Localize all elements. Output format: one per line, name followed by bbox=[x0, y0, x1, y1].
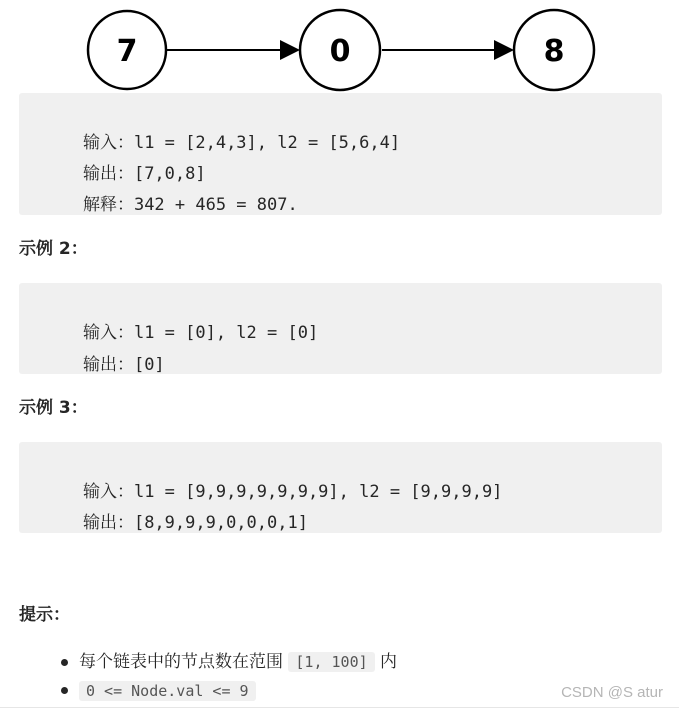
example3-heading: 示例 3： bbox=[19, 398, 88, 418]
output-value: [8,9,9,9,0,0,0,1] bbox=[133, 513, 308, 533]
example1-explain-line bbox=[42, 175, 298, 235]
node-value: 8 bbox=[543, 34, 565, 69]
input-label: 输入： bbox=[82, 482, 134, 502]
input-label: 输入： bbox=[82, 323, 134, 343]
output-label: 输出： bbox=[82, 513, 134, 533]
input-value: l1 = [9,9,9,9,9,9,9], l2 = [9,9,9,9] bbox=[133, 482, 503, 502]
example3-code-block bbox=[19, 442, 662, 533]
output-value: [7,0,8] bbox=[133, 164, 206, 184]
hint-item-2-code: 0 <= Node.val <= 9 bbox=[79, 681, 256, 701]
example2-heading: 示例 2： bbox=[19, 239, 88, 259]
hint-item-1-prefix: 每个链表中的节点数在范围 bbox=[79, 652, 289, 672]
list-node-8 bbox=[514, 10, 594, 90]
divider bbox=[0, 707, 679, 708]
hint-item-1 bbox=[79, 652, 397, 672]
list-node-7 bbox=[88, 11, 166, 89]
linked-list-diagram bbox=[0, 0, 679, 94]
example3-output-line bbox=[42, 493, 308, 553]
hints-heading: 提示： bbox=[19, 605, 70, 625]
node-value: 0 bbox=[329, 34, 351, 69]
watermark: CSDN @S atur bbox=[561, 684, 663, 701]
explain-value: 342 + 465 = 807. bbox=[133, 195, 298, 215]
input-label: 输入： bbox=[82, 133, 134, 153]
hint-item-1-code: [1, 100] bbox=[288, 652, 374, 672]
input-value: l1 = [0], l2 = [0] bbox=[133, 323, 319, 343]
hint-item-1-suffix: 内 bbox=[374, 652, 398, 672]
bullet-icon bbox=[61, 687, 68, 694]
output-label: 输出： bbox=[82, 355, 134, 375]
hint-item-2 bbox=[79, 681, 256, 701]
output-label: 输出： bbox=[82, 164, 134, 184]
input-value: l1 = [2,4,3], l2 = [5,6,4] bbox=[133, 133, 401, 153]
example2-code-block bbox=[19, 283, 662, 374]
list-node-0 bbox=[300, 10, 380, 90]
node-value: 7 bbox=[116, 34, 138, 69]
example1-code-block bbox=[19, 93, 662, 215]
example2-output-line bbox=[42, 335, 165, 395]
bullet-icon bbox=[61, 659, 68, 666]
output-value: [0] bbox=[133, 355, 165, 375]
explain-label: 解释： bbox=[82, 195, 134, 215]
